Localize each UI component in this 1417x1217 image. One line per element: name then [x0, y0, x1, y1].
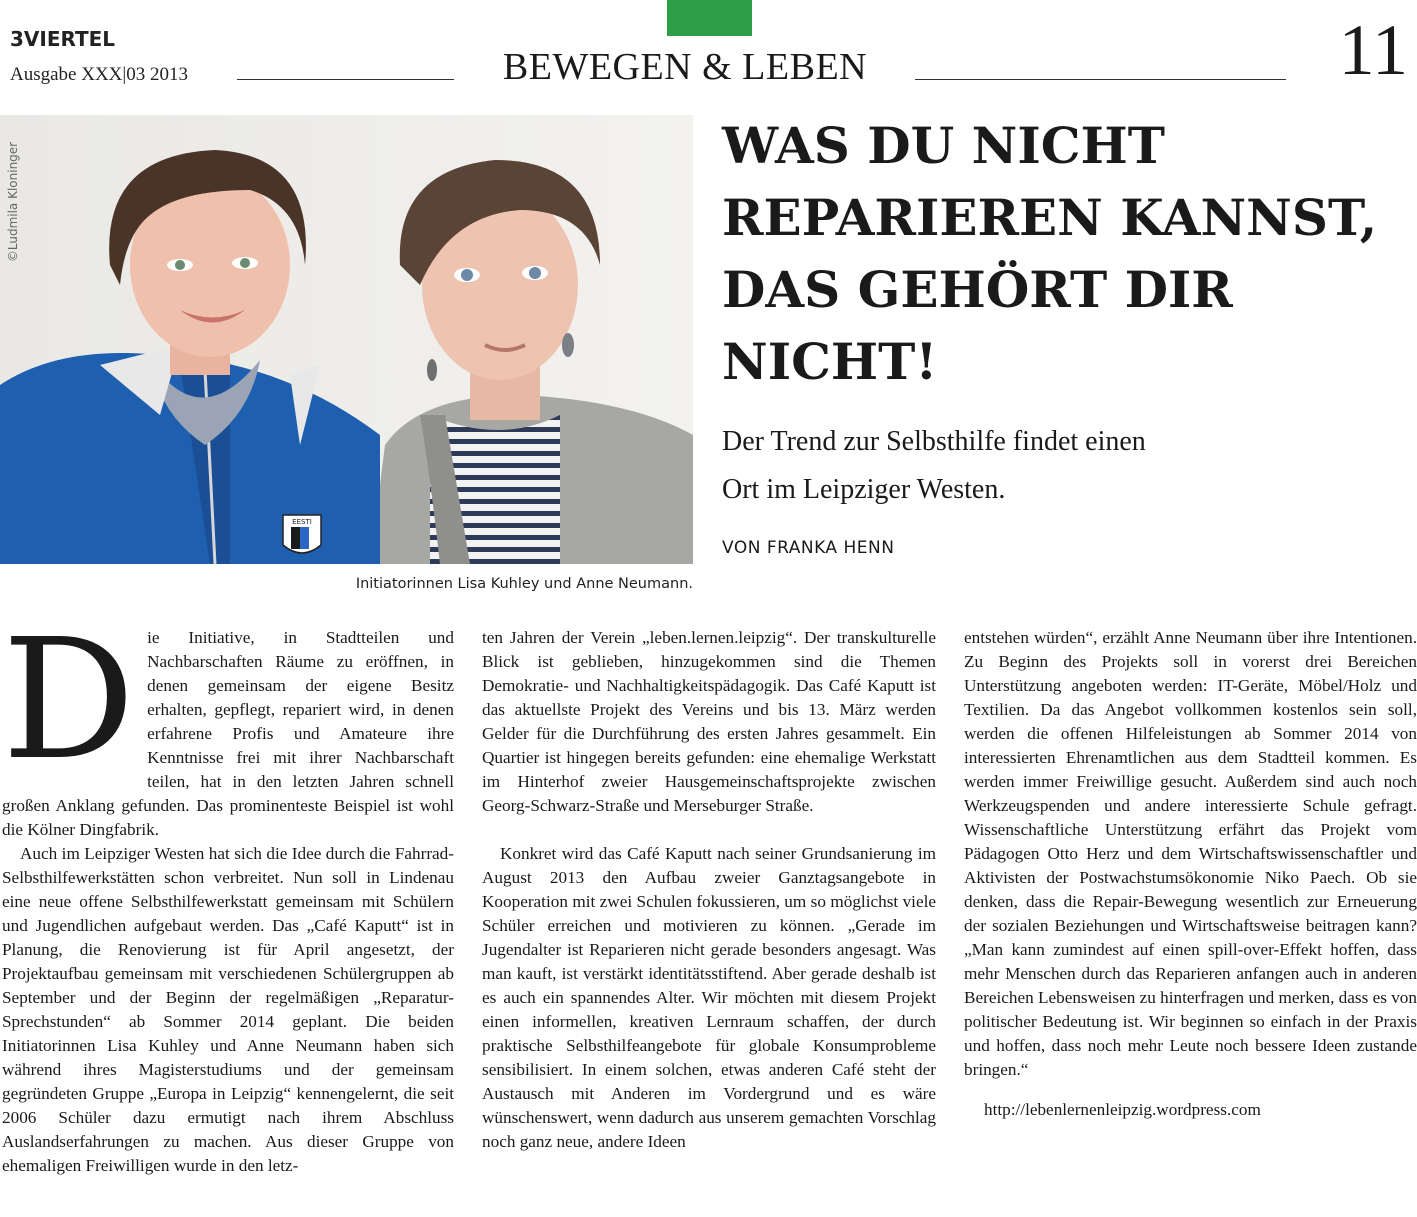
headline-line: NICHT! — [722, 332, 938, 391]
headline-line: WAS DU NICHT — [722, 116, 1165, 175]
headline-line: DAS GEHÖRT DIR — [722, 260, 1233, 319]
section-color-tab — [667, 0, 752, 36]
article-subheadline — [722, 418, 1322, 514]
paragraph-spacer — [482, 818, 936, 842]
photo-caption: Initiatorinnen Lisa Kuhley und Anne Neumann. — [355, 576, 693, 592]
dek-line: Ort im Leipziger Westen. — [722, 474, 1006, 505]
drop-cap: D — [2, 604, 136, 797]
section-title: BEWEGEN & LEBEN — [502, 46, 868, 88]
paragraph: Die Initiative, in Stadtteilen und Nachbarschaften Räume zu eröffnen, in denen gemeinsam der eigene Besitz erhalten, gepflegt, repariert wird, in denen erfahrene Profis und Amateure ihre Kenntnisse frei mit ihrer Nachbarschaft teilen, hat in den letzten Jahren schnell großen Anklang gefunden. Das prominenteste Beispiel ist wohl die Kölner Dingfabrik. — [2, 604, 454, 839]
article-column-3 — [964, 626, 1417, 1122]
article-column-2 — [482, 626, 936, 1154]
page-number: 11 — [1338, 10, 1408, 90]
paragraph: entstehen würden“, erzählt Anne Neumann über ihre Intentionen. Zu Beginn des Projekts soll in vorerst drei Bereichen Unterstützung angeboten werden: IT-Geräte, Möbel/Holz und Textilien. Da das Angebot vollkommen kostenlos sein soll, werden die offenen Hilfeleistungen ab Sommer 2014 von interessierten Ehrenamtlichen aus dem Stadtteil kommen. Es werden immer Freiwillige gesucht. Außerdem sind auch noch Werkzeugspenden und andere interessierte Schule gefragt. Wissenschaftliche Unterstützung erfährt das Projekt vom Pädagogen Otto Herz und dem Wirtschaftswissenschaftler und Aktivisten der Postwachstumsökonomie Niko Paech. Ob sie denken, dass die Repair-Bewegung wesentlich zur Erneuerung der sozialen Beziehungen und Wirtschaftsweise beitragen kann? „Man kann zumindest auf einen spill-over-Effekt hoffen, dass mehr Menschen durch das Reparieren anfangen auch in anderen Bereichen Lebensweisen zu hinterfragen und merken, dass es von politischer Bedeutung ist. Wir beginnen so einfach in der Praxis und hoffen, dass noch mehr Leute noch bessere Ideen zustande bringen.“ — [964, 628, 1417, 1079]
paragraph: ten Jahren der Verein „leben.lernen.leipzig“. Der transkulturelle Blick ist geblieben, hinzugekommen sind die Themen Demokratie- und Nachhaltigkeitspädagogik. Das Café Kaputt ist das aktuellste Projekt des Vereins und bis 13. März werden Gelder für die Durchführung des ersten Jahres gesammelt. Ein Quartier ist hingegen bereits gefunden: eine ehemalige Werkstatt im Hinterhof zweier Hausgemeinschaftsprojekte zwischen Georg-Schwarz-Straße und Merseburger Straße. — [482, 628, 936, 815]
dek-line: Der Trend zur Selbsthilfe findet einen — [722, 426, 1146, 457]
headline-line: REPARIEREN KANNST, — [722, 188, 1378, 247]
magazine-logo: 3VIERTEL — [10, 27, 116, 51]
byline: VON FRANKA HENN — [722, 538, 895, 558]
header-rule-right — [915, 79, 1286, 80]
issue-label: Ausgabe XXX|03 2013 — [10, 64, 188, 85]
paragraph: Auch im Leipziger Westen hat sich die Idee durch die Fahrrad-Selbsthilfewerkstätten schon verbreitet. Nun soll in Lindenau eine neue offene Selbsthilfewerkstatt gemeinsam mit Schülern und Jugendlichen aufgebaut werden. Das „Café Kaputt“ ist in Planung, die Renovierung ist für April angesetzt, der Projektaufbau gemeinsam mit verschiedenen Schülergruppen ab September und der Beginn der regelmäßigen „Reparatur-Sprechstunden“ ab Sommer 2014 geplant. Die beiden Initiatorinnen Lisa Kuhley und Anne Neumann haben sich während ihres Magisterstudiums und der gemeinsam gegründeten Gruppe „Europa in Leipzig“ kennengelernt, die seit 2006 Schüler dazu ermutigt nach ihrem Abschluss Auslandserfahrungen zu machen. Aus dieser Gruppe von ehemaligen Freiwilligen wurde in den letz- — [2, 844, 454, 1175]
article-headline — [722, 110, 1402, 398]
photo-credit: ©Ludmila Kloninger — [6, 141, 20, 263]
paragraph: Konkret wird das Café Kaputt nach seiner Grundsanierung im August 2013 den Aufbau zweier Ganztagsangebote in Kooperation mit zwei Schulen fokussieren, um so möglichst viele Schüler erreichen und motivieren zu können. „Gerade im Jugendalter ist Reparieren nicht gerade besonders angesagt. Was man kauft, ist verstärkt identitätsstiftend. Aber gerade deshalb ist es auch ein spannendes Alter. Wir möchten mit diesem Projekt einen informellen, kreativen Lernraum schaffen, der durch praktische Selbsthilfeangebote für globale Konsumprobleme sensibilisiert. In einem solchen, etwas anderen Café steht der Austausch mit Anderen im Vordergrund und es wäre wünschenswert, wenn dadurch aus unserem gemachten Vorschlag noch ganz neue, andere Ideen — [482, 844, 936, 1151]
article-photo — [0, 115, 693, 564]
jacket-badge-text: EESTI — [292, 518, 312, 526]
article-column-1 — [2, 604, 454, 1178]
website-link[interactable]: http://lebenlernenleipzig.wordpress.com — [984, 1100, 1261, 1119]
